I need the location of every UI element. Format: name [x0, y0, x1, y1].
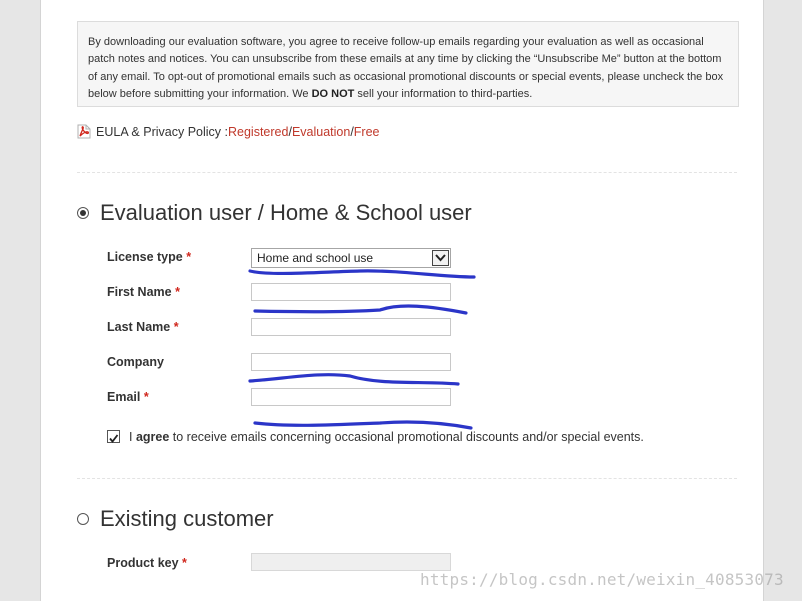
product-key-label: Product key *: [107, 556, 187, 570]
agree-checkbox[interactable]: [107, 430, 120, 443]
license-type-label: License type *: [107, 250, 192, 264]
last-name-label: Last Name *: [107, 320, 179, 334]
notice-text: By downloading our evaluation software, you agree to receive follow-up emails regarding your evaluation as well as occasional patch notes and notices. You can unsubscribe from these emails at any time by clicking the “Unsubscribe Me” button at the bottom of any email. To opt-out of promotional emails such as occasional promotional discounts or special events, please uncheck the box below before submitting your information. We: [88, 36, 724, 100]
eula-link-registered[interactable]: Registered: [228, 124, 289, 139]
license-type-select[interactable]: [251, 248, 451, 268]
existing-customer-section-title[interactable]: [77, 506, 274, 532]
required-mark: *: [143, 390, 149, 404]
email-input[interactable]: [251, 388, 451, 406]
eula-link-evaluation[interactable]: Evaluation: [291, 124, 351, 139]
company-input[interactable]: [251, 353, 451, 371]
eula-separator: /: [288, 124, 292, 139]
product-key-input[interactable]: [251, 553, 451, 571]
evaluation-section-title[interactable]: [77, 200, 472, 226]
first-name-input[interactable]: [251, 283, 451, 301]
pdf-icon: [77, 124, 91, 139]
notice-text-end: sell your information to third-parties.: [354, 87, 533, 100]
required-mark: *: [186, 250, 192, 264]
divider: [77, 478, 737, 479]
company-label: Company: [107, 355, 164, 369]
checkmark-icon: [108, 433, 119, 444]
required-mark: *: [173, 320, 179, 334]
first-name-label: First Name *: [107, 285, 180, 299]
notice-bold-text: DO NOT: [311, 87, 355, 100]
required-mark: *: [175, 285, 180, 299]
chevron-down-icon[interactable]: [432, 250, 449, 266]
evaluation-title-text: Evaluation user / Home & School user: [100, 200, 472, 225]
eula-separator: /: [350, 124, 354, 139]
agree-text: I agree to receive emails concerning occasional promotional discounts and/or special events.: [129, 430, 644, 444]
eula-row: [77, 124, 380, 139]
eula-link-free[interactable]: Free: [353, 124, 380, 139]
form-page: [40, 0, 764, 601]
email-label: Email *: [107, 390, 149, 404]
license-type-value: Home and school use: [257, 251, 374, 265]
existing-customer-title-text: Existing customer: [100, 506, 274, 531]
eula-label: EULA & Privacy Policy :: [96, 124, 228, 139]
email-notice-box: [77, 21, 739, 107]
required-mark: *: [182, 556, 187, 570]
divider: [77, 172, 737, 173]
watermark: https://blog.csdn.net/weixin_40853073: [420, 570, 784, 589]
last-name-input[interactable]: [251, 318, 451, 336]
existing-customer-radio[interactable]: [77, 513, 89, 525]
evaluation-radio[interactable]: [77, 207, 89, 219]
